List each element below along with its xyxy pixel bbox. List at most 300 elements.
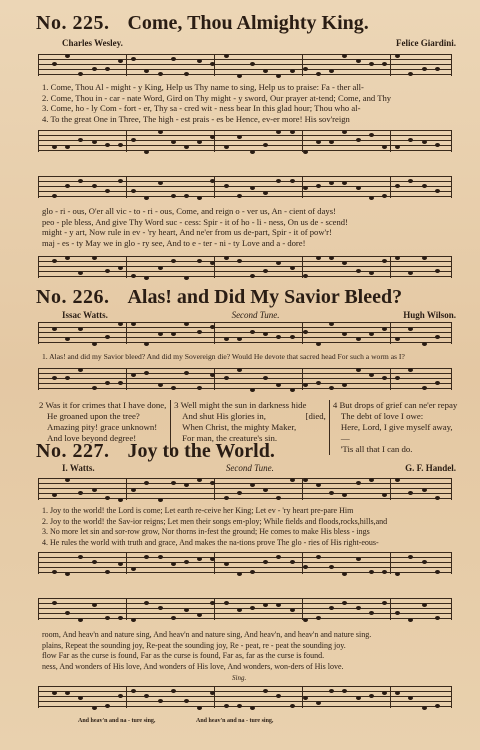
note-head <box>435 570 440 574</box>
bar-line <box>390 686 391 708</box>
note-head <box>224 562 229 566</box>
bar-line <box>302 130 303 152</box>
note-head <box>395 184 400 188</box>
note-head <box>276 603 281 607</box>
note-head <box>118 694 123 698</box>
note-head <box>316 184 321 188</box>
note-head <box>342 493 347 497</box>
verse-line: Here, Lord, I give myself away, — <box>340 422 453 443</box>
bar-line <box>390 256 391 278</box>
note-head <box>118 143 123 147</box>
note-head <box>52 570 57 574</box>
music-staff <box>38 552 452 574</box>
note-head <box>65 478 70 482</box>
note-head <box>303 618 308 622</box>
note-head <box>316 555 321 559</box>
verse-line: The debt of love I owe: <box>340 411 424 421</box>
bar-line <box>390 130 391 152</box>
note-head <box>144 555 149 559</box>
note-head <box>131 567 136 571</box>
note-head <box>224 256 229 260</box>
music-staff <box>38 368 452 390</box>
hymn-227-credits <box>62 463 456 473</box>
note-head <box>369 611 374 615</box>
note-head <box>316 256 321 260</box>
note-head <box>395 54 400 58</box>
note-head <box>263 689 268 693</box>
note-head <box>435 704 440 708</box>
lyric-line: peo - ple bless, And give Thy Word suc - cess: Spir - it of ho - li - ness, On us de - scend! <box>42 216 348 227</box>
note-head <box>303 186 308 190</box>
note-head <box>290 388 295 392</box>
note-head <box>197 140 202 144</box>
note-head <box>329 606 334 610</box>
note-head <box>329 69 334 73</box>
note-head <box>224 54 229 58</box>
note-head <box>158 181 163 185</box>
note-head <box>92 488 97 492</box>
note-head <box>65 256 70 260</box>
note-head <box>395 256 400 260</box>
note-head <box>105 704 110 708</box>
bar-line <box>451 478 452 500</box>
hymn-225-header <box>36 12 466 35</box>
note-head <box>144 601 149 605</box>
note-head <box>422 386 427 390</box>
bar-line <box>451 368 452 390</box>
note-head <box>184 72 189 76</box>
note-head <box>171 481 176 485</box>
author: I. Watts. <box>62 463 95 473</box>
note-head <box>276 179 281 183</box>
note-head <box>422 560 427 564</box>
hymn-227-header <box>36 440 466 463</box>
note-head <box>78 271 83 275</box>
note-head <box>52 493 57 497</box>
note-head <box>435 335 440 339</box>
note-head <box>356 269 361 273</box>
note-head <box>184 322 189 326</box>
note-head <box>78 491 83 495</box>
note-head <box>382 691 387 695</box>
note-head <box>92 67 97 71</box>
note-head <box>263 488 268 492</box>
hymn-226-lyrics-a <box>42 352 464 363</box>
note-head <box>131 689 136 693</box>
note-head <box>382 194 387 198</box>
bar-line <box>126 130 127 152</box>
note-head <box>250 483 255 487</box>
note-head <box>92 256 97 260</box>
note-head <box>290 130 295 134</box>
note-head <box>250 570 255 574</box>
note-head <box>171 57 176 61</box>
bar-line <box>38 598 39 620</box>
note-head <box>237 704 242 708</box>
bar-line <box>214 552 215 574</box>
note-head <box>316 616 321 620</box>
lyric-line: flow Far as the curse is found, Far as the curse is found, Far as, far as the curse is found. <box>42 651 325 661</box>
note-head <box>263 603 268 607</box>
note-head <box>105 269 110 273</box>
bar-line <box>390 478 391 500</box>
note-head <box>78 555 83 559</box>
lyric-line: 3. No more let sin and sor-row grow, Nor thorns in-fest the ground; He comes to make His bless - ings <box>42 527 370 537</box>
note-head <box>356 557 361 561</box>
note-head <box>290 179 295 183</box>
note-head <box>263 191 268 195</box>
note-head <box>118 498 123 502</box>
note-head <box>184 194 189 198</box>
note-head <box>197 259 202 263</box>
note-head <box>303 565 308 569</box>
note-head <box>395 145 400 149</box>
note-head <box>408 555 413 559</box>
bar-line <box>38 478 39 500</box>
note-head <box>369 62 374 66</box>
note-head <box>65 376 70 380</box>
note-head <box>250 330 255 334</box>
note-head <box>263 269 268 273</box>
verse-line: 3 Well might the sun in darkness hide <box>174 400 307 410</box>
note-head <box>250 706 255 710</box>
note-head <box>52 259 57 263</box>
bar-line <box>451 176 452 198</box>
note-head <box>303 696 308 700</box>
note-head <box>316 483 321 487</box>
note-head <box>276 694 281 698</box>
note-head <box>197 386 202 390</box>
note-head <box>52 62 57 66</box>
note-head <box>158 383 163 387</box>
bar-line <box>38 256 39 278</box>
hymn-number: No. 226. <box>36 286 110 308</box>
note-head <box>395 337 400 341</box>
note-head <box>92 342 97 346</box>
bar-line <box>38 176 39 198</box>
bar-line <box>451 130 452 152</box>
note-head <box>342 130 347 134</box>
note-head <box>171 332 176 336</box>
note-head <box>184 276 189 280</box>
note-head <box>250 388 255 392</box>
note-head <box>52 376 57 380</box>
note-head <box>369 271 374 275</box>
note-head <box>435 496 440 500</box>
note-head <box>356 138 361 142</box>
note-head <box>250 606 255 610</box>
note-head <box>118 59 123 63</box>
note-head <box>224 184 229 188</box>
hymn-title: Come, Thou Almighty King. <box>127 12 369 34</box>
note-head <box>408 491 413 495</box>
lyric-line: 3. Come, ho - ly Com - fort - er, Thy sa - cred wit - ness bear In this glad hour; Thou who al- <box>42 103 361 114</box>
note-head <box>197 330 202 334</box>
hymn-225-lyrics-b <box>42 206 464 248</box>
tune-label: Second Tune. <box>231 310 280 320</box>
note-head <box>422 342 427 346</box>
note-head <box>342 181 347 185</box>
music-staff <box>38 130 452 152</box>
bar-line <box>126 176 127 198</box>
note-head <box>171 616 176 620</box>
note-head <box>356 481 361 485</box>
composer: Hugh Wilson. <box>403 310 456 320</box>
note-head <box>290 478 295 482</box>
hymn-226-credits <box>62 310 456 320</box>
note-head <box>290 704 295 708</box>
note-head <box>263 69 268 73</box>
bar-line <box>126 478 127 500</box>
note-head <box>329 256 334 260</box>
note-head <box>197 613 202 617</box>
note-head <box>435 616 440 620</box>
music-staff <box>38 256 452 278</box>
note-head <box>369 196 374 200</box>
note-head <box>290 335 295 339</box>
note-head <box>171 259 176 263</box>
lyric-line: 4. To the great One in Three, The high - est prais - es be Hence, ev-er more! His sov'reign <box>42 113 350 124</box>
note-head <box>356 186 361 190</box>
music-staff <box>38 322 452 344</box>
note-head <box>197 59 202 63</box>
note-head <box>329 491 334 495</box>
note-head <box>237 572 242 576</box>
note-head <box>171 194 176 198</box>
hymn-number: No. 227. <box>36 440 110 462</box>
note-head <box>92 560 97 564</box>
note-head <box>395 611 400 615</box>
verse-line: And shut His glories in, [died, <box>182 411 326 421</box>
note-head <box>276 555 281 559</box>
note-head <box>342 54 347 58</box>
note-head <box>65 691 70 695</box>
note-head <box>408 327 413 331</box>
bar-line <box>214 368 215 390</box>
note-head <box>105 335 110 339</box>
note-head <box>144 371 149 375</box>
note-head <box>144 276 149 280</box>
bar-line <box>38 686 39 708</box>
note-head <box>158 555 163 559</box>
note-head <box>382 493 387 497</box>
bar-line <box>38 368 39 390</box>
note-head <box>92 603 97 607</box>
note-head <box>276 74 281 78</box>
bar-line <box>126 54 127 76</box>
author: Issac Watts. <box>62 310 108 320</box>
note-head <box>263 376 268 380</box>
note-head <box>184 699 189 703</box>
note-head <box>276 261 281 265</box>
note-head <box>144 69 149 73</box>
note-head <box>184 560 189 564</box>
footer-lyric-b: And heav'n and na - ture sing, <box>196 718 274 724</box>
bar-line <box>126 552 127 574</box>
note-head <box>422 603 427 607</box>
note-head <box>329 181 334 185</box>
bar-line <box>126 256 127 278</box>
note-head <box>395 691 400 695</box>
note-head <box>290 266 295 270</box>
note-head <box>408 72 413 76</box>
music-staff <box>38 54 452 76</box>
note-head <box>276 496 281 500</box>
note-head <box>65 572 70 576</box>
note-head <box>105 496 110 500</box>
note-head <box>65 145 70 149</box>
lyric-line: 1. Joy to the world! the Lord is come; Let earth re-ceive her King; Let ev - 'ry heart pre-pare Him <box>42 506 354 515</box>
note-head <box>250 62 255 66</box>
note-head <box>131 322 136 326</box>
note-head <box>52 194 57 198</box>
bar-line <box>451 598 452 620</box>
note-head <box>382 327 387 331</box>
note-head <box>118 616 123 620</box>
lyric-line: plains, Repeat the sounding joy, Re-peat the sounding joy, Re - peat, re - peat the sounding joy. <box>42 640 346 650</box>
bar-line <box>302 552 303 574</box>
bar-line <box>451 552 452 574</box>
note-head <box>65 54 70 58</box>
note-head <box>144 342 149 346</box>
note-head <box>342 383 347 387</box>
note-head <box>435 67 440 71</box>
note-head <box>158 266 163 270</box>
note-head <box>435 269 440 273</box>
lyric-line: 2. Joy to the world! the Sav-ior reigns; Let men their songs em-ploy; While fields and floods,rocks,hills,and <box>42 516 388 526</box>
bar-line <box>302 54 303 76</box>
bar-line <box>390 368 391 390</box>
note-head <box>118 562 123 566</box>
note-head <box>224 337 229 341</box>
note-head <box>78 138 83 142</box>
note-head <box>435 189 440 193</box>
note-head <box>263 143 268 147</box>
note-head <box>131 189 136 193</box>
note-head <box>197 706 202 710</box>
note-head <box>342 572 347 576</box>
sing-label: Sing. <box>232 674 247 682</box>
note-head <box>118 381 123 385</box>
author: Charles Wesley. <box>62 38 123 48</box>
note-head <box>276 130 281 134</box>
tune-label: Second Tune. <box>225 463 274 473</box>
note-head <box>329 386 334 390</box>
note-head <box>435 143 440 147</box>
note-head <box>342 601 347 605</box>
note-head <box>250 150 255 154</box>
note-head <box>65 184 70 188</box>
lyric-line: 1. Alas! and did my Savior bleed? And did my Sovereign die? Would He devote that sacred head For such a worm as I? <box>42 352 405 361</box>
note-head <box>303 330 308 334</box>
note-head <box>158 72 163 76</box>
note-head <box>290 608 295 612</box>
note-head <box>131 138 136 142</box>
note-head <box>290 69 295 73</box>
note-head <box>131 274 136 278</box>
note-head <box>52 691 57 695</box>
bar-line <box>451 54 452 76</box>
note-head <box>131 57 136 61</box>
note-head <box>144 196 149 200</box>
note-head <box>78 327 83 331</box>
note-head <box>369 694 374 698</box>
note-head <box>356 59 361 63</box>
note-head <box>382 62 387 66</box>
bar-line <box>451 322 452 344</box>
note-head <box>197 478 202 482</box>
note-head <box>395 572 400 576</box>
note-head <box>395 376 400 380</box>
note-head <box>422 184 427 188</box>
note-head <box>184 608 189 612</box>
note-head <box>224 496 229 500</box>
bar-line <box>302 598 303 620</box>
verse-line: Amazing pity! grace unknown! <box>47 422 158 432</box>
lyric-line: 1. Come, Thou Al - might - y King, Help us Thy name to sing, Help us to praise: Fa - ther all- <box>42 82 364 92</box>
note-head <box>131 373 136 377</box>
note-head <box>237 74 242 78</box>
note-head <box>158 699 163 703</box>
note-head <box>158 606 163 610</box>
note-head <box>92 184 97 188</box>
note-head <box>369 478 374 482</box>
note-head <box>237 135 242 139</box>
bar-line <box>214 130 215 152</box>
note-head <box>303 383 308 387</box>
note-head <box>329 322 334 326</box>
note-head <box>158 332 163 336</box>
note-head <box>250 274 255 278</box>
note-head <box>52 145 57 149</box>
note-head <box>356 337 361 341</box>
hymn-225-credits <box>62 38 456 48</box>
note-head <box>237 194 242 198</box>
verse-line: 2 Was it for crimes that I have done, <box>39 400 167 410</box>
note-head <box>210 62 215 66</box>
note-head <box>224 704 229 708</box>
note-head <box>408 138 413 142</box>
verse-line: And love beyond degree! <box>47 433 137 443</box>
note-head <box>316 701 321 705</box>
note-head <box>118 266 123 270</box>
bar-line <box>390 552 391 574</box>
note-head <box>78 368 83 372</box>
lyric-line: ness, And wonders of His love, And wonders of His love, And wonders, won-ders of His love. <box>42 661 344 671</box>
note-head <box>184 483 189 487</box>
note-head <box>369 332 374 336</box>
note-head <box>78 72 83 76</box>
note-head <box>369 373 374 377</box>
bar-line <box>38 552 39 574</box>
note-head <box>303 274 308 278</box>
note-head <box>118 322 123 326</box>
note-head <box>342 332 347 336</box>
music-staff <box>38 686 452 708</box>
bar-line <box>126 686 127 708</box>
bar-line <box>38 322 39 344</box>
note-head <box>210 481 215 485</box>
note-head <box>105 67 110 71</box>
bar-line <box>451 256 452 278</box>
footer-lyric-a: And heav'n and na - ture sing, <box>78 718 156 724</box>
lyric-line: 2. Come, Thou in - car - nate Word, Gird on Thy might - y sword, Our prayer at-tend; Come, and Thy <box>42 92 392 103</box>
hymn-226-header <box>36 286 466 309</box>
note-head <box>316 140 321 144</box>
note-head <box>158 130 163 134</box>
note-head <box>369 570 374 574</box>
hymn-225-lyrics-a <box>42 82 464 124</box>
